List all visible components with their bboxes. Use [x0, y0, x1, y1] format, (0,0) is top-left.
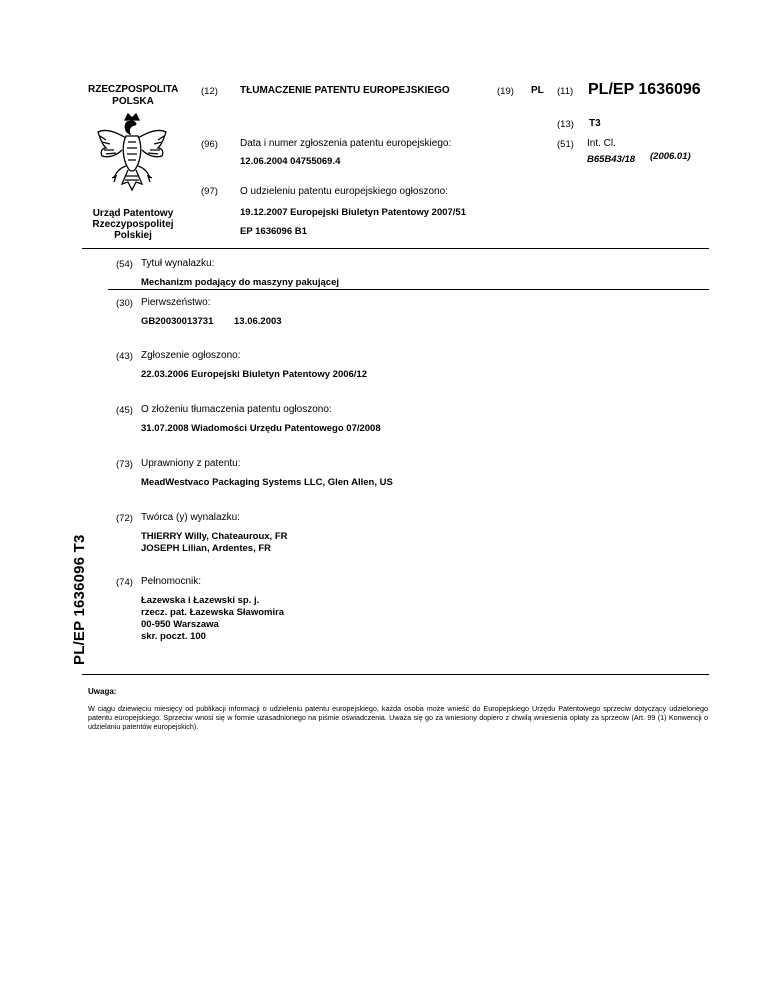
code-43: (43) [116, 351, 133, 362]
code-12: (12) [201, 86, 218, 97]
priority-label: Pierwszeństwo: [141, 297, 211, 308]
application-published-value: 22.03.2006 Europejski Biuletyn Patentowy 2006/12 [141, 369, 368, 380]
code-45: (45) [116, 405, 133, 416]
header-divider [82, 248, 709, 249]
side-patent-code: PL/EP 1636096 T3 [71, 534, 88, 665]
body-bottom-divider [82, 674, 709, 675]
title-divider [108, 289, 709, 290]
title-value: Mechanizm podający do maszyny pakującej [141, 277, 339, 288]
office-name-line1: Urząd Patentowy [92, 208, 174, 219]
grant-value-bulletin: 19.12.2007 Europejski Biuletyn Patentowy 2007/51 [240, 207, 467, 218]
int-cl-code: B65B43/18 [587, 154, 636, 165]
code-30: (30) [116, 298, 133, 309]
proprietor-label: Uprawniony z patentu: [141, 458, 241, 469]
code-74: (74) [116, 577, 133, 588]
code-13: (13) [557, 119, 574, 130]
grant-value-ep: EP 1636096 B1 [240, 226, 307, 237]
translation-published-value: 31.07.2008 Wiadomości Urzędu Patentowego 07/2008 [141, 423, 381, 434]
application-published-label: Zgłoszenie ogłoszono: [141, 350, 241, 361]
code-54: (54) [116, 259, 133, 270]
attorney-line2: rzecz. pat. Łazewska Sławomira [141, 607, 285, 618]
country-name-line1: RZECZPOSPOLITA [88, 84, 179, 95]
kind-code: T3 [589, 118, 601, 129]
int-cl-label: Int. Cl. [587, 138, 616, 149]
grant-label: O udzieleniu patentu europejskiego ogłoszono: [240, 186, 448, 197]
translation-published-label: O złożeniu tłumaczenia patentu ogłoszono: [141, 404, 332, 415]
attorney-line1: Łazewska i Łazewski sp. j. [141, 595, 260, 606]
note-text: W ciągu dziewięciu miesięcy od publikacji informacji o udzieleniu patentu europejskiego, każda osoba może wnieść do Europejskiego Urzędu Patentowego sprzeciw dotyczący udzielonego patentu europejskiego. Sprzeciw wnosi się w formie uzasadnionego na piśmie oświadczenia. Uważa się go za wniesiony dopiero z chwilą wniesienia opłaty za sprzeciw (Art. 99 (1) Konwencji o udzielaniu patentów europejskich). [88, 704, 708, 731]
title-label: Tytuł wynalazku: [141, 258, 215, 269]
code-97: (97) [201, 186, 218, 197]
code-51: (51) [557, 139, 574, 150]
code-19: (19) [497, 86, 514, 97]
note-title: Uwaga: [88, 687, 117, 696]
country-name-line2: POLSKA [112, 96, 154, 107]
code-72: (72) [116, 513, 133, 524]
inventor-2: JOSEPH Lilian, Ardentes, FR [141, 543, 272, 554]
document-type: TŁUMACZENIE PATENTU EUROPEJSKIEGO [240, 85, 450, 96]
attorney-line3: 00-950 Warszawa [141, 619, 219, 630]
office-name-line3: Polskiej [114, 230, 152, 241]
int-cl-date: (2006.01) [650, 151, 691, 162]
priority-number: GB20030013731 [141, 316, 214, 327]
attorney-line4: skr. poczt. 100 [141, 631, 206, 642]
attorney-label: Pełnomocnik: [141, 576, 202, 587]
application-label: Data i numer zgłoszenia patentu europejskiego: [240, 138, 452, 149]
proprietor-value: MeadWestvaco Packaging Systems LLC, Glen Allen, US [141, 477, 393, 488]
inventors-label: Twórca (y) wynalazku: [141, 512, 240, 523]
country-code: PL [531, 85, 544, 96]
priority-date: 13.06.2003 [234, 316, 282, 327]
code-73: (73) [116, 459, 133, 470]
code-96: (96) [201, 139, 218, 150]
office-name-line2: Rzeczypospolitej [92, 219, 174, 230]
code-11: (11) [557, 86, 574, 97]
inventor-1: THIERRY Willy, Chateauroux, FR [141, 531, 288, 542]
patent-number: PL/EP 1636096 [588, 81, 701, 98]
application-value: 12.06.2004 04755069.4 [240, 156, 341, 167]
eagle-emblem-icon [92, 110, 172, 205]
